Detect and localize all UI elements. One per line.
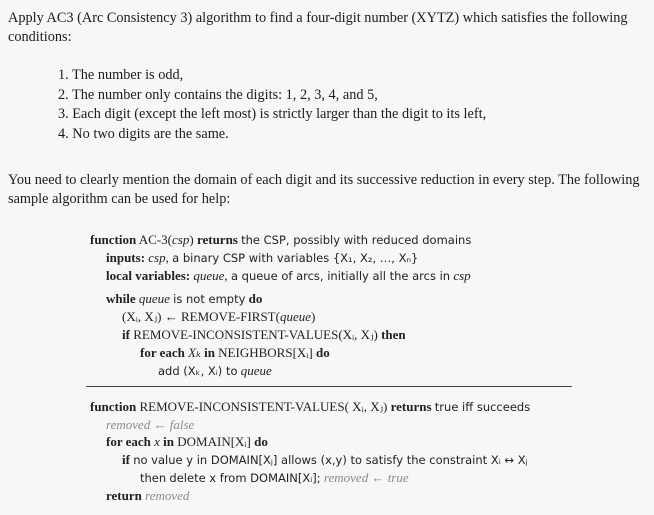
keyword: function [90, 232, 137, 247]
riv-line-5 [140, 469, 409, 487]
help-text: You need to clearly mention the domain of each digit and its successive reduction in every step. The following sample algorithm can be used for help: [8, 172, 640, 207]
line-text: DOMAIN[Xᵢ] [177, 434, 251, 449]
line-text: true iff succeeds [434, 400, 531, 414]
paren: ) [311, 309, 316, 324]
arg: csp [453, 268, 471, 283]
paren: ) [189, 232, 194, 247]
ac3-line-4 [106, 290, 262, 308]
function-name: REMOVE-INCONSISTENT-VALUES( Xᵢ, Xⱼ) [139, 399, 388, 414]
keyword: if [122, 452, 130, 467]
keyword: while [106, 291, 136, 306]
condition-item: 4. No two digits are the same. [58, 125, 229, 142]
keyword: in [204, 345, 215, 360]
keyword: do [248, 291, 263, 306]
arg: queue [138, 291, 170, 306]
line-text: (Xᵢ, Xⱼ) ← REMOVE-FIRST( [122, 309, 280, 324]
arg: csp, [148, 250, 169, 265]
keyword: function [90, 399, 137, 414]
condition-item: 2. The number only contains the digits: 1, 2, 3, 4, and 5, [58, 86, 378, 103]
riv-line-3 [106, 433, 268, 450]
line-text: is not empty [173, 292, 246, 306]
line-text: REMOVE-INCONSISTENT-VALUES(Xᵢ, Xⱼ) [133, 327, 378, 342]
keyword: then [140, 471, 167, 485]
var: Xₖ [188, 345, 201, 360]
conditions-list [58, 66, 486, 144]
line-text: NEIGHBORS[Xᵢ] [218, 345, 313, 360]
arg: queue [279, 309, 311, 324]
keyword: local variables: [106, 268, 191, 283]
keyword: for each [106, 434, 151, 449]
keyword: inputs: [106, 250, 146, 265]
ac3-line-5 [122, 308, 315, 325]
arg: queue [240, 363, 272, 378]
line-text: removed [145, 488, 190, 503]
ac3-line-7 [140, 344, 330, 361]
ac3-line-1 [90, 231, 471, 249]
line-text: a binary CSP with variables {X₁, X₂, …, Xₙ} [172, 251, 419, 265]
arg: csp [172, 232, 190, 247]
keyword: do [254, 434, 268, 449]
line-text: no value y in DOMAIN[Xⱼ] allows (x,y) to satisfy the constraint Xᵢ ↔ Xⱼ [133, 453, 528, 467]
line-text: removed ← false [106, 417, 195, 432]
intro-text: Apply AC3 (Arc Consistency 3) algorithm to find a four-digit number (XYTZ) which satisfies the following conditions: [8, 10, 628, 45]
line-text: delete x from DOMAIN[Xᵢ]; [169, 471, 321, 485]
ac3-line-8 [158, 362, 272, 380]
line-text: a queue of arcs, initially all the arcs in [230, 269, 451, 283]
ac3-line-6 [122, 326, 406, 343]
divider [86, 386, 572, 387]
condition-item: 3. Each digit (except the left most) is strictly larger than the digit to its left, [58, 106, 487, 122]
riv-line-1 [90, 398, 530, 416]
arg: queue, [193, 268, 228, 283]
riv-line-2 [106, 416, 194, 433]
keyword: in [163, 434, 175, 449]
riv-line-6 [106, 487, 189, 504]
riv-line-4 [122, 451, 528, 469]
keyword: then [381, 327, 406, 342]
keyword: returns [390, 399, 432, 414]
var: x [154, 434, 160, 449]
function-name: AC-3( [138, 232, 172, 247]
ac3-line-2 [106, 249, 418, 267]
keyword: if [122, 327, 130, 342]
line-text: the CSP, possibly with reduced domains [241, 233, 472, 247]
keyword: returns [196, 232, 238, 247]
line-text: add (Xₖ, Xᵢ) to [158, 364, 238, 378]
keyword: for each [140, 345, 185, 360]
condition-item: 1. The number is odd, [58, 67, 184, 83]
keyword: do [316, 345, 330, 360]
line-text: removed ← true [323, 470, 409, 485]
ac3-line-3 [106, 267, 471, 285]
keyword: return [106, 488, 142, 503]
